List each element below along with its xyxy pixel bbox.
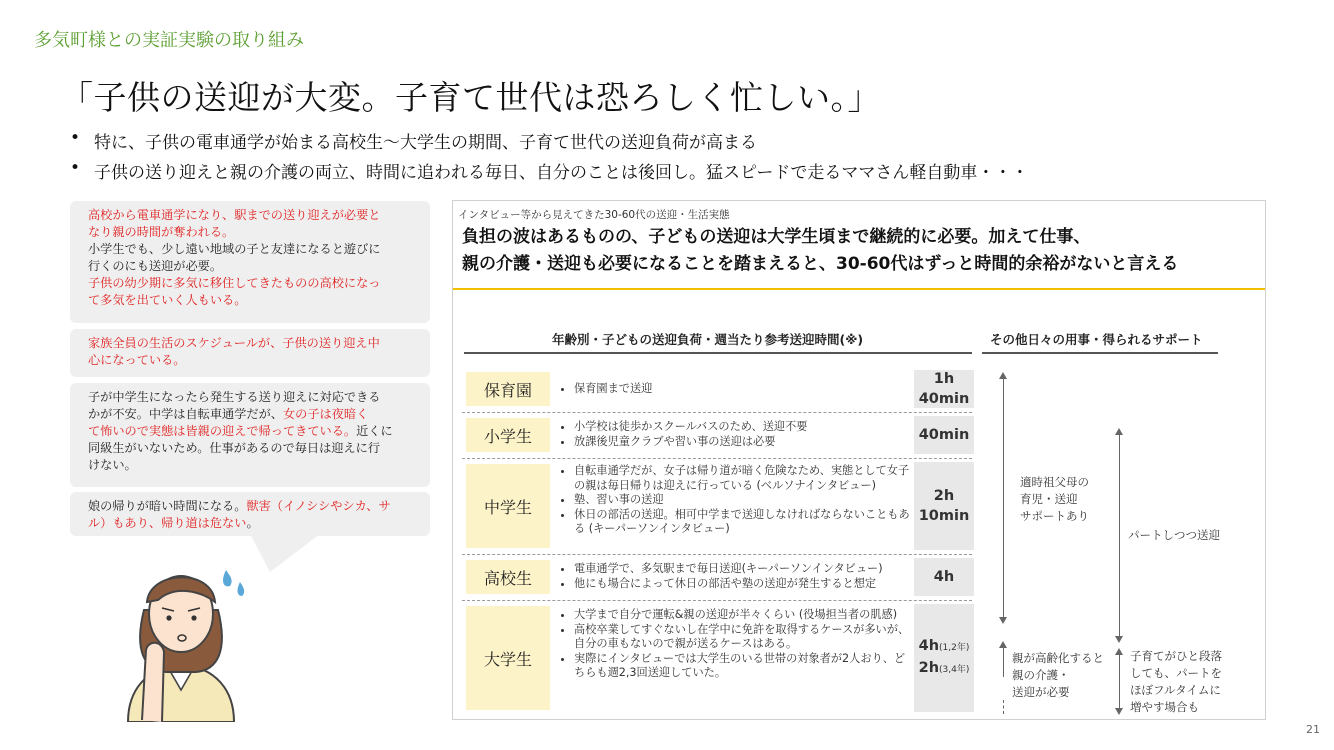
page-number: 21 [1306,723,1320,736]
row-description: • 電車通学で、多気駅まで毎日送迎(キーパーソンインタビュー) • 他にも場合によって休日の部活や塾の送迎が発生すると想定 [560,562,915,591]
gold-rule [453,288,1265,290]
row-time: 4h [914,558,974,596]
row-label: 大学生 [466,606,550,710]
support-fulltime: 子育てがひと段落 しても、パートを ほぼフルタイムに 増やす場合も [1130,649,1222,714]
row-description: • 自転車通学だが、女子は帰り道が暗く危険なため、実態として女子の親は毎日帰りは迎えに行っている (ベルソナインタビュー) • 塾、習い事の送迎 • 休日の部活の送迎。相可中学まで送迎しなければならないこともある (キーパーソンインタビュー) [560,464,915,537]
row-label: 小学生 [466,418,550,452]
support-span-line [1003,700,1005,714]
support-grandparents: 適時祖父母の 育児・送迎 サポートあり [1020,475,1089,523]
quote-bubble-3: 子が中学生になったら発生する送り迎えに対応できる かが不安。中学は自転車通学だが、女の子は夜暗く て怖いので実態は皆親の迎えで帰ってきている。近くに 同級生がいないため。仕事があるので毎日は迎えに行 けない。 [70,383,430,487]
worried-woman-illustration [106,540,256,722]
row-divider [462,458,972,459]
row-description: • 保育園まで送迎 [560,382,915,397]
quote-bubble-4: 娘の帰りが暗い時間になる。獣害（イノシシやシカ、サ ル）もあり、帰り道は危ない。 [70,492,430,536]
bullet-list [70,128,1310,188]
row-time: 40min [914,416,974,454]
bullet-item: • 特に、子供の電車通学が始まる高校生～大学生の期間、子育て世代の送迎負荷が高まる [70,128,757,153]
arrow-down-icon [1115,708,1123,715]
table-row [462,558,972,596]
column-rule [464,352,972,354]
row-description: • 大学まで自分で運転&親の送迎が半々くらい (役場担当者の肌感) • 高校卒業してすぐないし在学中に免許を取得するケースが多いが、自分の車もないので親が送るケースはある。 • 実際にインタビューでは大学生のいる世帯の対象者が2人おり、どちらも週2,3回送迎していた。 [560,608,915,681]
row-time: 2h 10min [914,462,974,550]
row-label: 高校生 [466,560,550,594]
row-label: 中学生 [466,464,550,548]
page-headline: 「子供の送迎が大変。子育て世代は恐ろしく忙しい。」 [60,78,881,117]
quote-bubble-1: 高校から電車通学になり、駅までの送り迎えが必要と なり親の時間が奪われる。 小学生でも、少し遠い地域の子と友達になると遊びに 行くのにも送迎が必要。 子供の幼少期に多気に移住してきたものの高校になっ て多気を出ていく人もいる。 [70,201,430,323]
panel-label: インタビュー等から見えてきた30-60代の送迎・生活実態 [458,209,730,221]
row-divider [462,554,972,555]
row-time: 4h(1,2年) 2h(3,4年) [914,604,974,712]
support-span-line [1119,654,1120,710]
section-title: 多気町様との実証実験の取り組み [34,30,304,51]
row-time: 1h 40min [914,370,974,408]
support-parttime: パートしつつ送迎 [1128,528,1220,542]
table-row [462,370,972,408]
bullet-item: • 子供の送り迎えと親の介護の両立、時間に追われる毎日、自分のことは後回し。猛スピードで走るママさん軽自動車・・・ [70,158,1029,183]
arrow-down-icon [999,617,1007,624]
support-span-line [1119,434,1120,638]
column-header-burden: 年齢別・子どもの送迎負荷・週当たり参考送迎時間(※) [552,332,864,347]
row-label: 保育園 [466,372,550,406]
arrow-down-icon [1115,636,1123,643]
support-span-line [1003,647,1004,677]
row-divider [462,412,972,413]
quote-bubble-2: 家族全員の生活のスケジュールが、子供の送り迎え中 心になっている。 [70,329,430,377]
row-divider [462,600,972,601]
column-rule [982,352,1218,354]
support-elder-care: 親が高齢化すると 親の介護・ 送迎が必要 [1012,651,1104,699]
support-span-line [1003,378,1004,618]
table-row [462,462,972,550]
table-row [462,604,972,712]
table-row [462,416,972,454]
row-description: • 小学校は徒歩かスクールバスのため、送迎不要 • 放課後児童クラブや習い事の送迎は必要 [560,420,915,449]
panel-headline: 負担の波はあるものの、子どもの送迎は大学生頃まで継続的に必要。加えて仕事、 親の介護・送迎も必要になることを踏まえると、30-60代はずっと時間的余裕がないと言える [462,227,1179,274]
column-header-support: その他日々の用事・得られるサポート [990,332,1203,347]
bubble-tail [250,534,330,574]
